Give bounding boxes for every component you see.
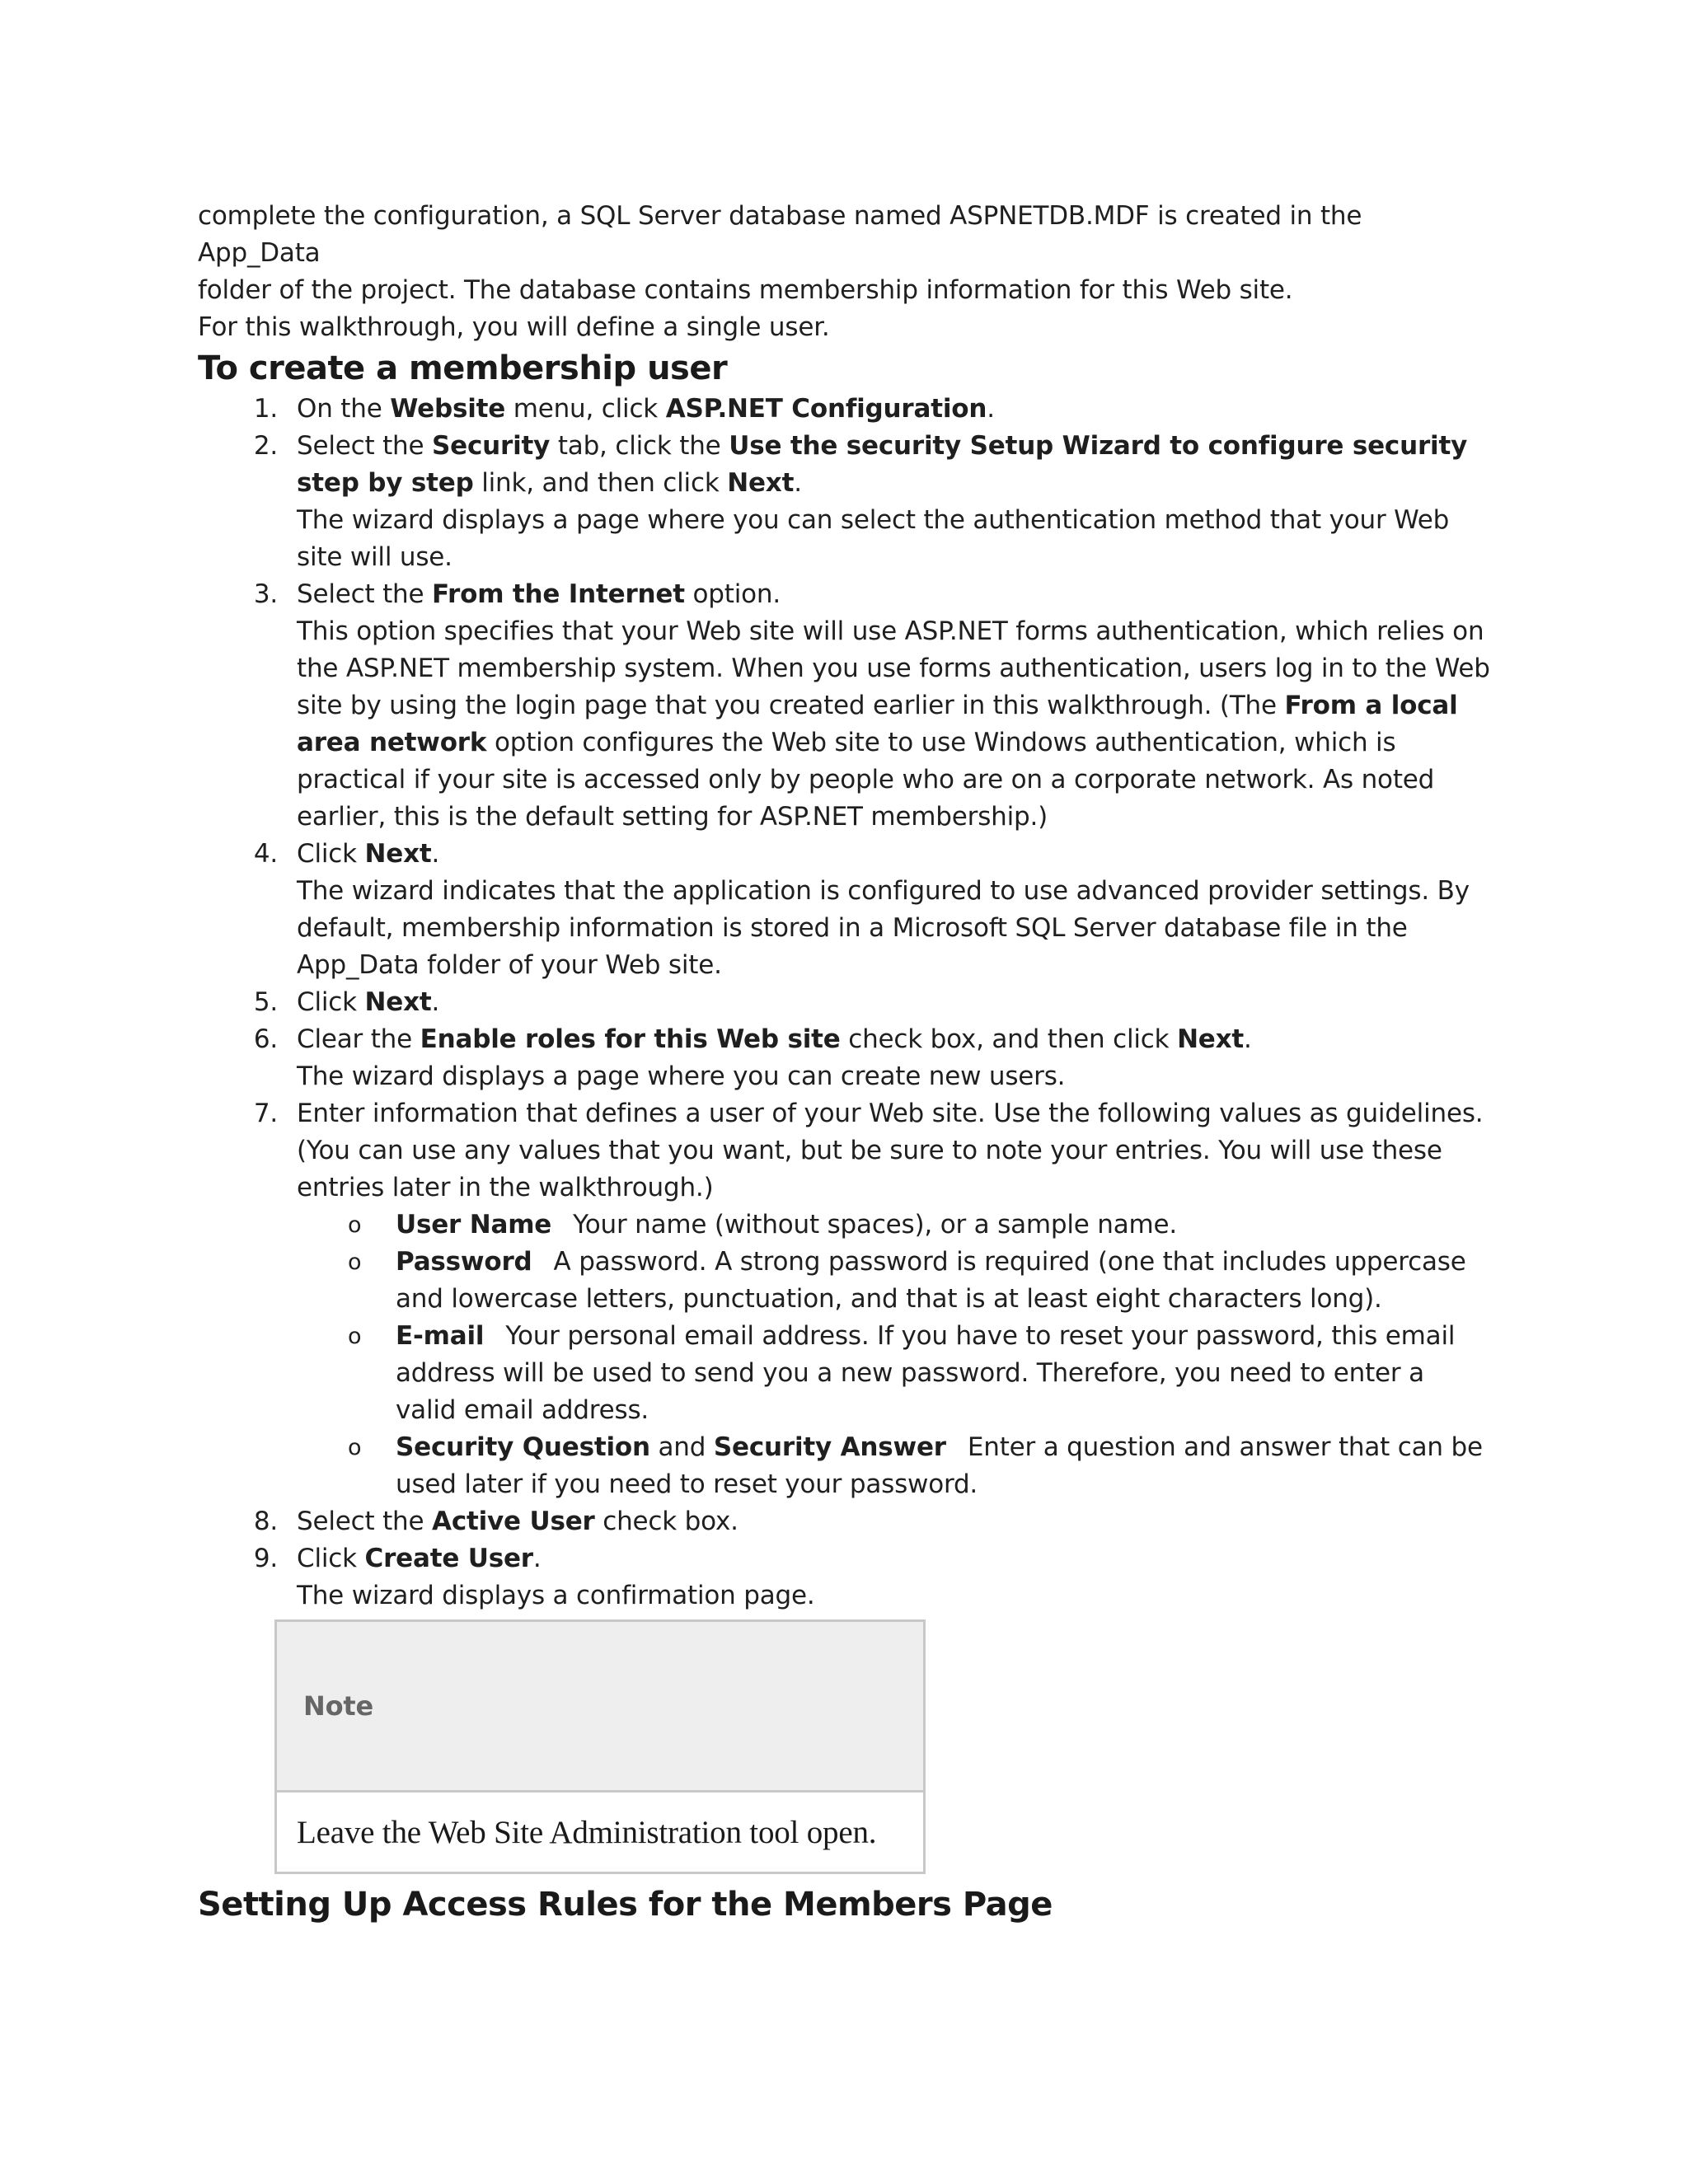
field-label: Password	[396, 1247, 532, 1277]
bullet-marker: o	[348, 1435, 362, 1460]
bullet-marker: o	[348, 1324, 362, 1349]
field-user-name	[297, 1207, 1492, 1244]
step-number: 8 .	[245, 1503, 278, 1540]
ui-term: Create User	[364, 1544, 533, 1573]
intro-line-1: complete the configuration, a SQL Server database named ASPNETDB.MDF is created in the App_Data	[198, 201, 1362, 268]
note-box	[274, 1619, 926, 1874]
step-text: .	[431, 839, 440, 869]
next-section-heading: Setting Up Access Rules for the Members Page	[198, 1886, 1053, 1924]
field-password	[297, 1244, 1492, 1318]
step-description: The wizard displays a page where you can select the authentication method that your Web site will use.	[297, 505, 1450, 572]
step-text: .	[794, 468, 802, 498]
step-9	[198, 1540, 1492, 1615]
bullet-marker: o	[348, 1212, 362, 1238]
field-security	[297, 1429, 1492, 1503]
step-2	[198, 428, 1492, 576]
step-instruction	[297, 1021, 1492, 1058]
step-number: 1 .	[245, 391, 278, 428]
step-description: The wizard displays a page where you can create new users.	[297, 1062, 1066, 1091]
step-text: option configures the Web site to use Windows authentication, which is practical if your site is accessed only by people who are on a corporate network. As noted earlier, this is the default setting for ASP.NET membership.)	[297, 728, 1435, 832]
bullet-marker: o	[348, 1249, 362, 1275]
field-label: E-mail	[396, 1321, 485, 1351]
step-number: 3 .	[245, 576, 278, 613]
step-text: Select the	[297, 431, 433, 461]
ui-term: Use the security Setup Wizard to configure security step by step	[297, 431, 1468, 498]
step-instruction	[297, 428, 1492, 502]
ui-term: From the Internet	[432, 579, 685, 609]
step-description: The wizard indicates that the application is configured to use advanced provider settings. By default, membership information is stored in a Microsoft SQL Server database file in the App_Data folder of your Web site.	[297, 876, 1470, 980]
field-email	[297, 1318, 1492, 1429]
step-number: 5 .	[245, 984, 278, 1021]
step-number: 4 .	[245, 836, 278, 873]
step-text: .	[987, 394, 995, 424]
step-description: The wizard displays a confirmation page.	[297, 1581, 815, 1610]
field-text: Your name (without spaces), or a sample name.	[573, 1210, 1178, 1240]
step-text: link, and then click	[473, 468, 728, 498]
step-3	[198, 576, 1492, 836]
intro-line-3: For this walkthrough, you will define a single user.	[198, 312, 830, 342]
step-8	[198, 1503, 1492, 1540]
section-heading: To create a membership user	[198, 349, 728, 387]
note-body: Leave the Web Site Administration tool open.	[297, 1814, 877, 1850]
step-7	[198, 1095, 1492, 1503]
step-text: Click	[297, 1544, 365, 1573]
step-text: Select the	[297, 1507, 433, 1536]
ui-term: ASP.NET Configuration	[665, 394, 987, 424]
step-text: Click	[297, 839, 365, 869]
ui-term: Active User	[432, 1507, 595, 1536]
steps-list	[198, 391, 1492, 1615]
document-content	[198, 198, 1492, 1927]
step-4	[198, 836, 1492, 984]
step-text: This option specifies that your Web site will use ASP.NET forms authentication, which relies on the ASP.NET membership system. When you use forms authentication, users log in to the Web site by using the login page that you created earlier in this walkthrough. (The	[297, 616, 1490, 720]
field-text: A password. A strong password is required (one that includes uppercase and lowercase letters, punctuation, and that is at least eight characters long).	[396, 1247, 1466, 1314]
step-text: check box.	[594, 1507, 738, 1536]
step-text: .	[431, 987, 440, 1017]
ui-term: From a local area network	[297, 691, 1458, 757]
step-instruction: Enter information that defines a user of your Web site. Use the following values as guidelines. (You can use any values that you want, but be sure to note your entries. You will use these entries later in the walkthrough.)	[297, 1099, 1484, 1202]
step-text: Select the	[297, 579, 433, 609]
step-text: On the	[297, 394, 391, 424]
step-number: 7 .	[245, 1095, 278, 1132]
ui-term: Next	[364, 987, 432, 1017]
step-text: check box, and then click	[840, 1024, 1178, 1054]
step-text: menu, click	[505, 394, 666, 424]
ui-term: Website	[390, 394, 506, 424]
ui-term: Enable roles for this Web site	[420, 1024, 841, 1054]
field-text: and	[649, 1432, 714, 1462]
field-text: Your personal email address. If you have to reset your password, this email address will be used to send you a new password. Therefore, you need to enter a valid email address.	[396, 1321, 1456, 1425]
step-text: .	[532, 1544, 542, 1573]
step-number: 2 .	[245, 428, 278, 465]
step-number: 9 .	[245, 1540, 278, 1577]
step-description	[297, 613, 1492, 836]
step-text: Clear the	[297, 1024, 420, 1054]
step-instruction	[297, 836, 1492, 873]
field-text: Enter a question and answer that can be used later if you need to reset your password.	[396, 1432, 1483, 1499]
step-text: .	[1244, 1024, 1252, 1054]
note-title: Note	[277, 1622, 923, 1793]
intro-line-2: folder of the project. The database contains membership information for this Web site.	[198, 275, 1293, 305]
step-text: tab, click the	[550, 431, 729, 461]
ui-term: Next	[364, 839, 432, 869]
field-label: User Name	[396, 1210, 552, 1240]
step-text: option.	[684, 579, 781, 609]
step-5	[198, 984, 1492, 1021]
ui-term: Security	[432, 431, 551, 461]
step-number: 6 .	[245, 1021, 278, 1058]
field-guidelines-list	[297, 1207, 1492, 1503]
ui-term: Next	[1177, 1024, 1245, 1054]
step-6	[198, 1021, 1492, 1095]
ui-term: Next	[727, 468, 795, 498]
step-text: Click	[297, 987, 365, 1017]
step-1	[198, 391, 1492, 428]
step-instruction	[297, 576, 1492, 613]
field-label: Security Question	[396, 1432, 650, 1462]
step-instruction	[297, 1540, 1492, 1577]
field-label: Security Answer	[713, 1432, 946, 1462]
